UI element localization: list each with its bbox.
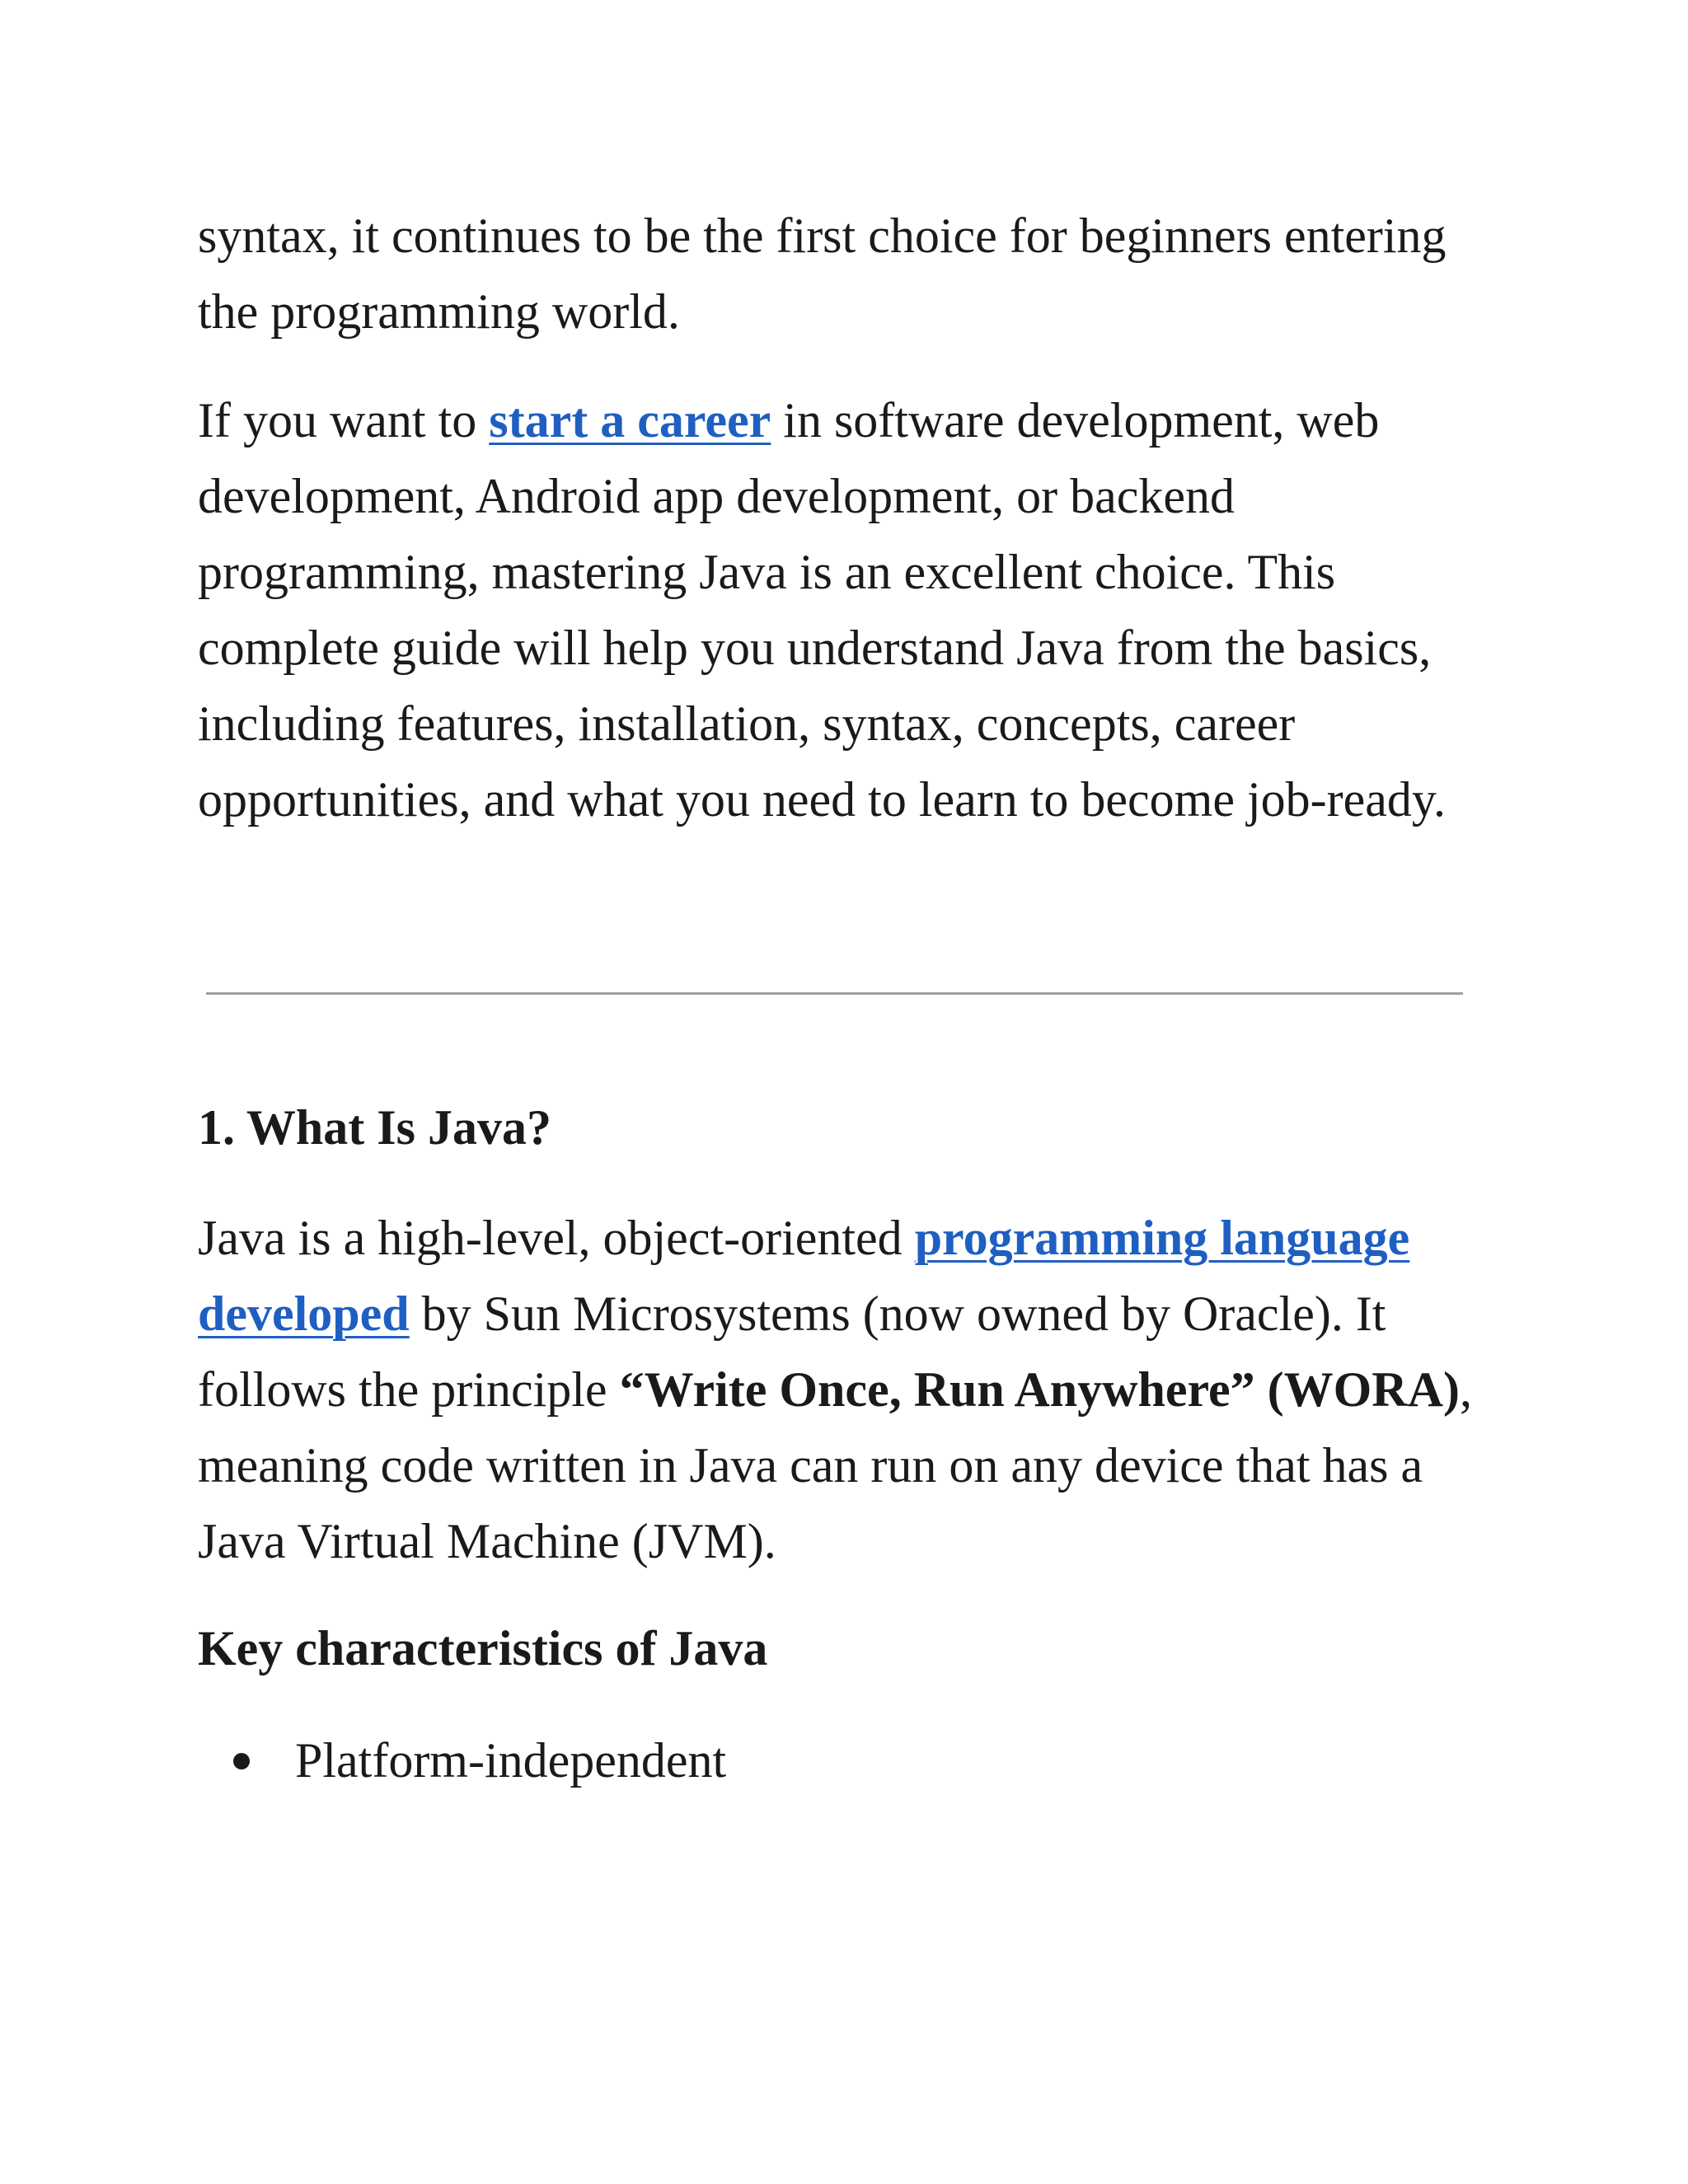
section-heading-what-is-java: 1. What Is Java?	[198, 1100, 551, 1155]
para-text-1: Java is a high-level, object-oriented	[198, 1211, 915, 1265]
intro-paragraph-2	[198, 382, 1484, 837]
key-characteristics-heading: Key characteristics of Java	[198, 1621, 768, 1675]
what-is-java-paragraph	[198, 1200, 1484, 1579]
intro-paragraph-1: syntax, it continues to be the first choice for beginners entering the programming world.	[198, 209, 1447, 339]
list-item-text: Platform-independent	[295, 1733, 727, 1788]
start-a-career-link[interactable]: start a career	[489, 393, 771, 448]
programming-language-developed-link[interactable]: programming language developed	[198, 1211, 1410, 1341]
characteristics-list	[198, 1722, 726, 1798]
para-text-2: by Sun Microsystems (now owned by Oracle). It follows the principle	[198, 1286, 1386, 1417]
wora-bold-text: “Write Once, Run Anywhere” (WORA)	[619, 1362, 1460, 1417]
list-item	[198, 1722, 726, 1798]
horizontal-divider	[206, 992, 1463, 995]
intro-content	[198, 198, 1484, 837]
para-text-3: , meaning code written in Java can run on any device that has a Java Virtual Machine (JVM).	[198, 1362, 1472, 1568]
intro-p2-text-before: If you want to	[198, 393, 490, 448]
intro-p2-text-after: in software development, web development, Android app development, or backend programming, mastering Java is an excellent choice. This complete guide will help you understand Java from the basics, including features, installation, syntax, concepts, career opportunities, and what you need to learn to become job-ready.	[198, 393, 1446, 827]
bullet-icon	[233, 1753, 250, 1769]
